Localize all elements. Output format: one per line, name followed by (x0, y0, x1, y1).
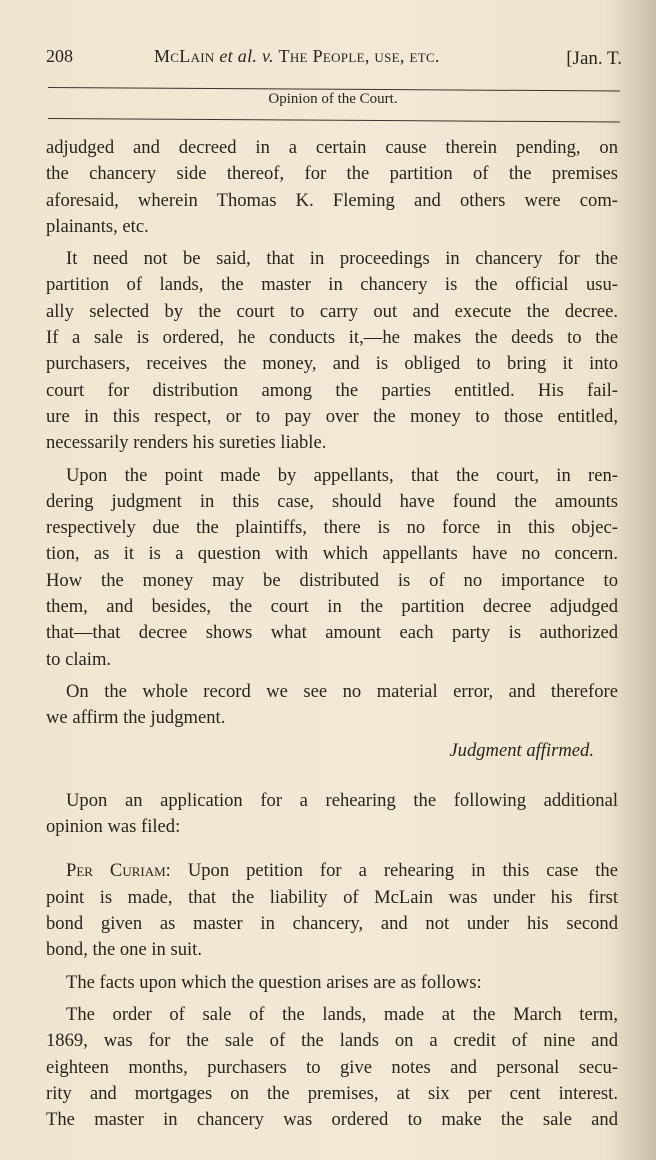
text-line: ally selected by the court to carry out and execute the decree. (46, 300, 618, 322)
paragraph (46, 679, 618, 732)
text-line: bond given as master in chancery, and not under his second (46, 913, 618, 935)
text-line: On the whole record we see no material error, and therefore (66, 680, 618, 702)
text-line: Upon an application for a rehearing the following additional (66, 789, 618, 811)
paragraph (46, 858, 618, 963)
text-line: The facts upon which the question arises are as follows: (66, 971, 482, 993)
term-label: [Jan. T. (566, 48, 622, 69)
text-line: opinion was filed: (46, 816, 181, 838)
paragraph (46, 970, 618, 996)
paragraph (46, 246, 618, 456)
text-line: Per Curiam: Upon petition for a rehearing in this case the (66, 860, 618, 882)
running-header (46, 44, 620, 72)
paragraph (46, 1002, 618, 1133)
text-line: necessarily renders his sureties liable. (46, 432, 327, 454)
text-line: point is made, that the liability of McLain was under his first (46, 886, 618, 908)
text-line: It need not be said, that in proceedings in chancery for the (66, 248, 618, 270)
text-line: The order of sale of the lands, made at the March term, (66, 1003, 618, 1025)
text-line: respectively due the plaintiffs, there is no force in this objec- (46, 517, 618, 539)
text-line: How the money may be distributed is of no importance to (46, 569, 618, 591)
paragraph (46, 135, 618, 240)
text-line: The master in chancery was ordered to make the sale and (46, 1109, 618, 1131)
paragraph (46, 788, 618, 841)
text-line: that—that decree shows what amount each party is authorized (46, 622, 618, 644)
paragraph (46, 463, 618, 673)
page-body (46, 135, 618, 1139)
text-line: 1869, was for the sale of the lands on a credit of nine and (46, 1030, 618, 1052)
header-rule (48, 118, 620, 122)
text-line: plainants, etc. (46, 215, 149, 237)
text-line: rity and mortgages on the premises, at six per cent interest. (46, 1082, 618, 1104)
page-number: 208 (46, 46, 73, 66)
text-line: aforesaid, wherein Thomas K. Fleming and others were com- (46, 189, 618, 211)
text-line: tion, as it is a question with which appellants have no concern. (46, 543, 618, 565)
text-line: we affirm the judgment. (46, 707, 226, 729)
text-line: Upon the point made by appellants, that the court, in ren- (66, 464, 618, 486)
case-title: McLain et al. v. The People, use, etc. (154, 46, 440, 66)
text-line: purchasers, receives the money, and is obliged to bring it into (46, 353, 618, 375)
text-line: partition of lands, the master in chancery is the official usu- (46, 274, 618, 296)
per-curiam-label: Per Curiam: (66, 860, 171, 882)
text-line: eighteen months, purchasers to give notes and personal secu- (46, 1056, 618, 1078)
text-line: ure in this respect, or to pay over the money to those entitled, (46, 405, 618, 427)
text-line: If a sale is ordered, he conducts it,—he makes the deeds to the (46, 327, 618, 349)
text-line: to claim. (46, 648, 112, 670)
text-line: adjudged and decreed in a certain cause therein pending, on (46, 137, 618, 158)
text-line: bond, the one in suit. (46, 939, 202, 961)
text-line: court for distribution among the parties entitled. His fail- (46, 379, 618, 401)
judgment-affirmed: Judgment affirmed. (449, 739, 594, 761)
section-heading: Opinion of the Court. (268, 91, 398, 107)
text-line: them, and besides, the court in the partition decree adjudged (46, 596, 618, 618)
text-line: the chancery side thereof, for the partition of the premises (46, 163, 618, 185)
text-line: dering judgment in this case, should have found the amounts (46, 490, 618, 512)
